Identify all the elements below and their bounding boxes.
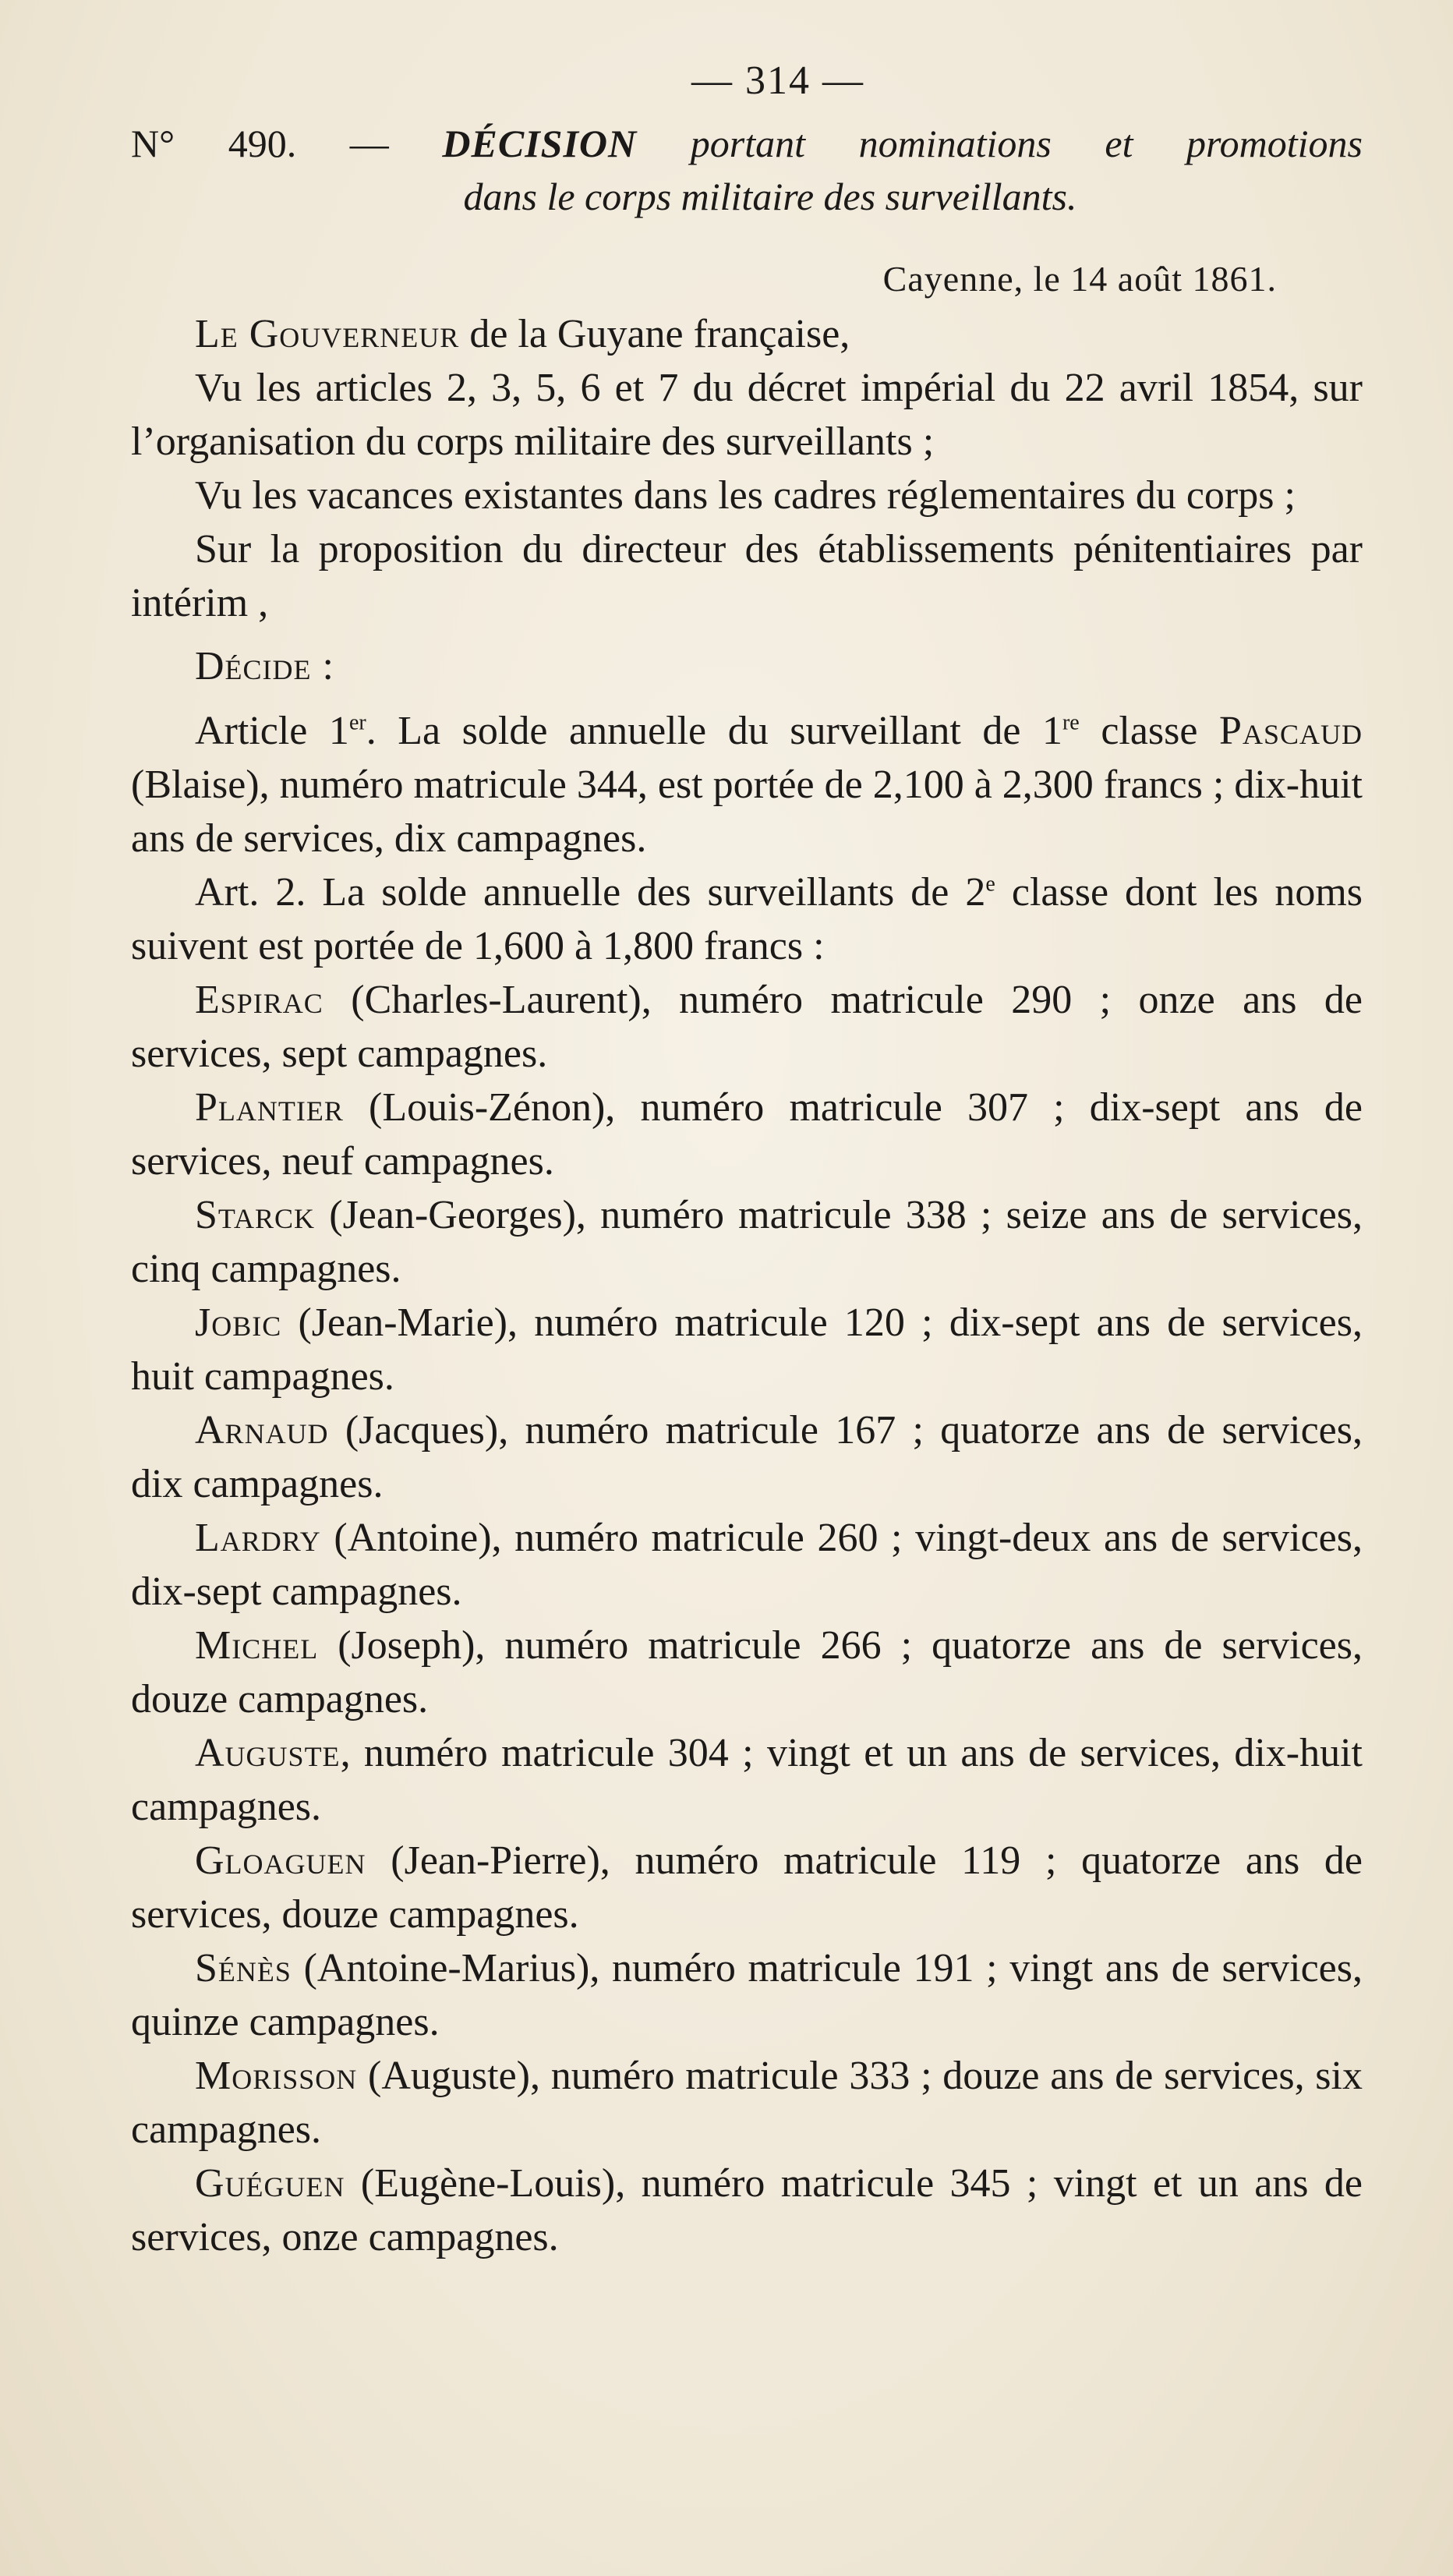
surveillant-name: Jobic bbox=[195, 1300, 282, 1345]
gouverneur-rest: de la Guyane française, bbox=[459, 312, 850, 356]
article-1-text-b: classe bbox=[1079, 709, 1220, 753]
dateline: Cayenne, le 14 août 1861. bbox=[882, 259, 1277, 299]
vu-vacances: Vu les vacances existantes dans les cadres réglementaires du corps ; bbox=[195, 473, 1296, 518]
vu-articles: Vu les articles 2, 3, 5, 6 et 7 du décret impérial du 22 avril 1854, sur l’organisation du corps militaire des surveillants ; bbox=[131, 366, 1363, 464]
surveillant-details: (Charles-Laurent), numéro matricule 290 ; onze ans de services, sept campagnes. bbox=[131, 978, 1363, 1076]
surveillant-name: Starck bbox=[195, 1193, 316, 1237]
surveillant-entry bbox=[131, 1941, 1363, 2049]
surveillant-details: (Antoine-Marius), numéro matricule 191 ; vingt ans de services, quinze campagnes. bbox=[131, 1946, 1363, 2044]
surveillant-details: (Auguste), numéro matricule 333 ; douze ans de services, six campagnes. bbox=[131, 2054, 1363, 2152]
article-1-text-c: (Blaise), numéro matricule 344, est portée de 2,100 à 2,300 francs ; dix-huit ans de services, dix campagnes. bbox=[131, 763, 1363, 861]
surveillant-entry bbox=[131, 1081, 1363, 1188]
decide-heading: Décide : bbox=[195, 644, 334, 688]
surveillant-entry bbox=[131, 1619, 1363, 1726]
text-block bbox=[131, 55, 1363, 2264]
surveillant-details: (Jean-Pierre), numéro matricule 119 ; quatorze ans de services, douze campagnes. bbox=[131, 1838, 1363, 1937]
decision-desc-line2: dans le corps militaire des surveillants. bbox=[463, 175, 1077, 218]
article-1-label: Article 1 bbox=[195, 709, 349, 753]
surveillant-details: (Jean-Marie), numéro matricule 120 ; dix-sept ans de services, huit campagnes. bbox=[131, 1300, 1363, 1399]
surveillant-name: Plantier bbox=[195, 1085, 344, 1130]
decision-desc-line1: portant nominations et promotions bbox=[690, 122, 1363, 165]
surveillant-details: (Jean-Georges), numéro matricule 338 ; seize ans de services, cinq campagnes. bbox=[131, 1193, 1363, 1291]
article-2-class-sup: e bbox=[985, 872, 995, 897]
surveillant-name: Auguste bbox=[195, 1731, 341, 1775]
decision-number: N° 490. bbox=[131, 122, 297, 165]
article-1-name: Pascaud bbox=[1219, 709, 1363, 753]
article-1-label-sup: er bbox=[348, 710, 366, 735]
surveillant-entry bbox=[131, 1834, 1363, 1941]
surveillant-name: Lardry bbox=[195, 1516, 321, 1560]
article-2 bbox=[131, 865, 1363, 973]
surveillant-entry bbox=[131, 2049, 1363, 2157]
surveillant-details: (Antoine), numéro matricule 260 ; vingt-deux ans de services, dix-sept campagnes. bbox=[131, 1516, 1363, 1614]
sur-proposition: Sur la proposition du directeur des établissements pénitentiaires par intérim , bbox=[131, 527, 1363, 625]
article-1-text-a: . La solde annuelle du surveillant de 1 bbox=[366, 709, 1062, 753]
surveillant-details: (Joseph), numéro matricule 266 ; quatorze ans de services, douze campagnes. bbox=[131, 1623, 1363, 1721]
surveillant-name: Sénès bbox=[195, 1946, 292, 1990]
surveillant-entry bbox=[131, 1296, 1363, 1403]
surveillant-name: Arnaud bbox=[195, 1408, 329, 1453]
article-1-class-sup: re bbox=[1062, 710, 1080, 735]
surveillant-name: Morisson bbox=[195, 2054, 358, 2098]
article-1 bbox=[131, 704, 1363, 865]
surveillant-entry bbox=[131, 2157, 1363, 2264]
article-2-text-a: Art. 2. La solde annuelle des surveillants de 2 bbox=[195, 870, 986, 915]
surveillant-name: Gloaguen bbox=[195, 1838, 366, 1883]
surveillant-entry bbox=[131, 1403, 1363, 1511]
surveillant-details: (Louis-Zénon), numéro matricule 307 ; dix-sept ans de services, neuf campagnes. bbox=[131, 1085, 1363, 1184]
surveillant-details: , numéro matricule 304 ; vingt et un ans de services, dix-huit campagnes. bbox=[131, 1731, 1363, 1829]
page-number: — 314 — bbox=[691, 58, 864, 103]
surveillant-name: Michel bbox=[195, 1623, 319, 1668]
gouverneur-line bbox=[131, 307, 1363, 361]
surveillant-name: Espirac bbox=[195, 978, 323, 1022]
surveillant-details: (Eugène-Louis), numéro matricule 345 ; vingt et un ans de services, onze campagnes. bbox=[131, 2161, 1363, 2259]
surveillant-entry bbox=[131, 1511, 1363, 1619]
article-2-text-b: classe dont les noms suivent est portée de 1,600 à 1,800 francs : bbox=[131, 870, 1363, 968]
surveillant-entry bbox=[131, 1726, 1363, 1834]
surveillant-details: (Jacques), numéro matricule 167 ; quatorze ans de services, dix campagnes. bbox=[131, 1408, 1363, 1506]
gouverneur-title: Le Gouverneur bbox=[195, 312, 460, 356]
decision-heading bbox=[131, 117, 1363, 170]
heading-dash: — bbox=[349, 122, 389, 165]
surveillant-entry bbox=[131, 973, 1363, 1081]
surveillant-entry bbox=[131, 1188, 1363, 1296]
decision-title: DÉCISION bbox=[442, 122, 638, 165]
surveillant-name: Guéguen bbox=[195, 2161, 345, 2206]
surveillant-list bbox=[131, 973, 1363, 2264]
